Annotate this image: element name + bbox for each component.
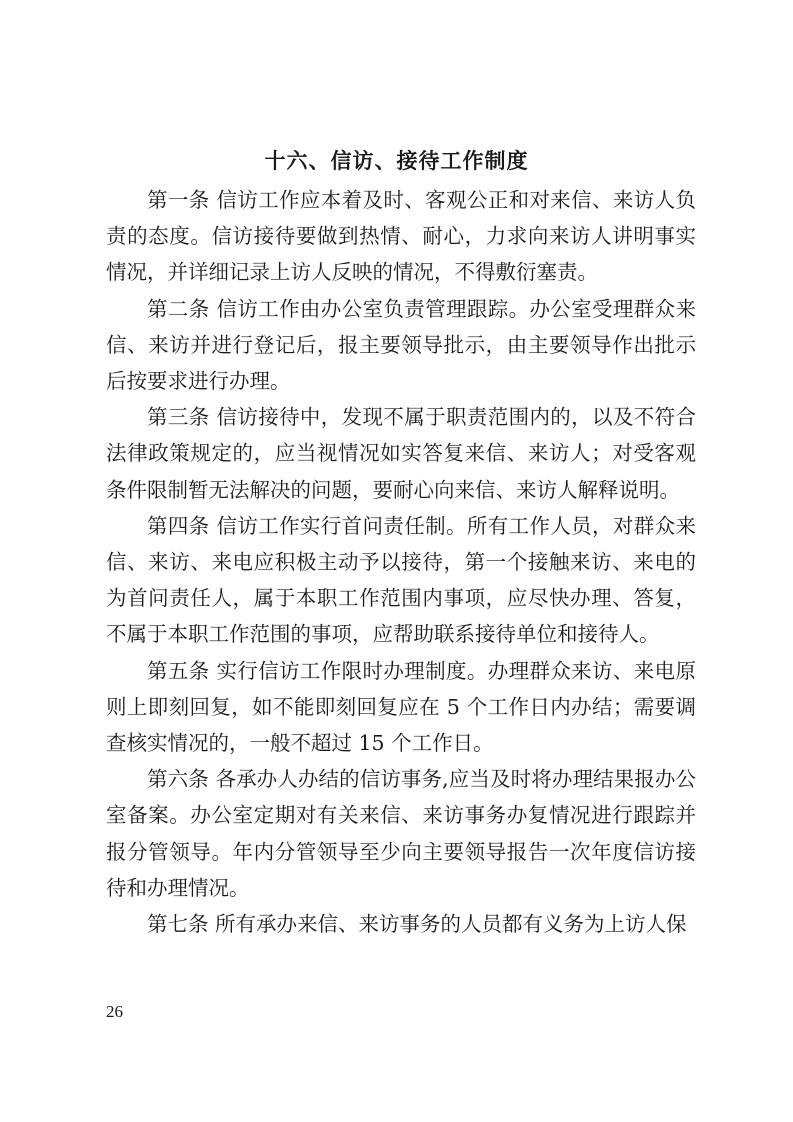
document-body — [106, 182, 696, 942]
paragraph-article-4: 第四条 信访工作实行首问责任制。所有工作人员，对群众来信、来访、来电应积极主动予以接待，第一个接触来访、来电的为首问责任人，属于本职工作范围内事项，应尽快办理、答复，不属于本职工作范围的事项，应帮助联系接待单位和接待人。 — [106, 513, 696, 647]
paragraph-article-2: 第二条 信访工作由办公室负责管理跟踪。办公室受理群众来信、来访并进行登记后，报主要领导批示，由主要领导作出批示后按要求进行办理。 — [106, 296, 696, 394]
paragraph-article-6: 第六条 各承办人办结的信访事务,应当及时将办理结果报办公室备案。办公室定期对有关来信、来访事务办复情况进行跟踪并报分管领导。年内分管领导至少向主要领导报告一次年度信访接待和办理情况。 — [106, 767, 696, 900]
paragraph-article-3: 第三条 信访接待中，发现不属于职责范围内的，以及不符合法律政策规定的，应当视情况如实答复来信、来访人；对受客观条件限制暂无法解决的问题，要耐心向来信、来访人解释说明。 — [106, 405, 696, 502]
paragraph-article-5: 第五条 实行信访工作限时办理制度。办理群众来访、来电原则上即刻回复，如不能即刻回复应在 5 个工作日内办结；需要调查核实情况的，一般不超过 15 个工作日。 — [106, 658, 696, 756]
page-title: 十六、信访、接待工作制度 — [264, 149, 529, 173]
paragraph-article-7: 第七条 所有承办来信、来访事务的人员都有义务为上访人保 — [147, 912, 687, 937]
page-number: 26 — [106, 1002, 123, 1021]
paragraph-article-1: 第一条 信访工作应本着及时、客观公正和对来信、来访人负责的态度。信访接待要做到热情、耐心，力求向来访人讲明事实情况，并详细记录上访人反映的情况，不得敷衍塞责。 — [106, 188, 696, 285]
